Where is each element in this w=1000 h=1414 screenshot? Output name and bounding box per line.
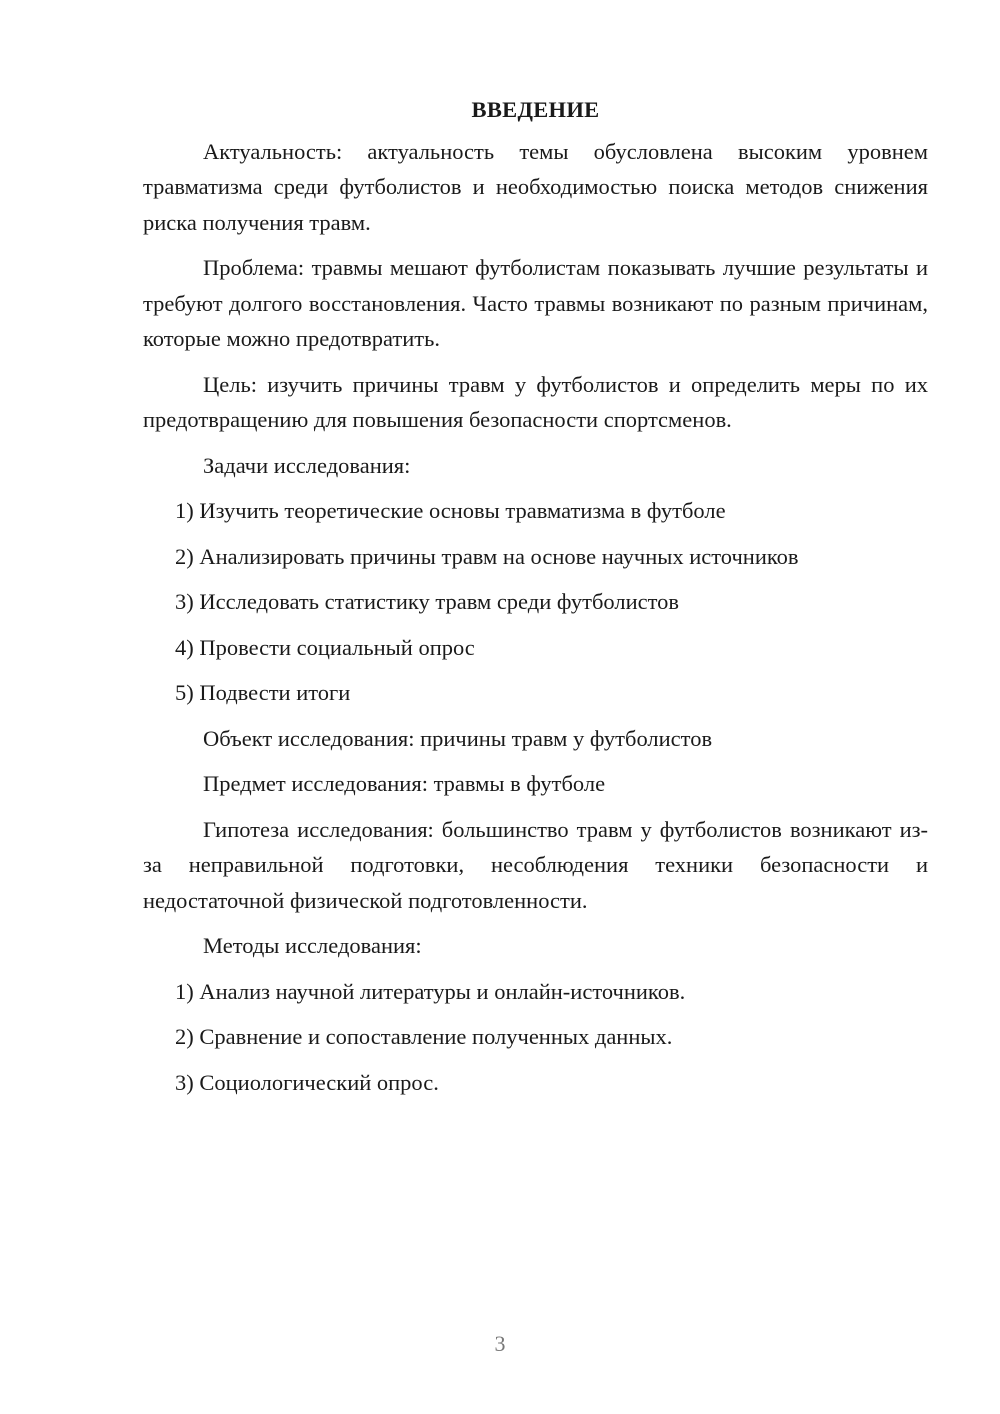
task-item: 5) Подвести итоги xyxy=(175,680,351,705)
page-title: ВВЕДЕНИЕ xyxy=(471,97,600,122)
hypothesis-paragraph: Гипотеза исследования: большинство травм у футболистов возникают из-за неправильной подготовки, несоблюдения техники безопасности и недостаточной физической подготовленности. xyxy=(143,816,928,913)
task-item: 3) Исследовать статистику травм среди футболистов xyxy=(175,589,680,614)
problem-paragraph: Проблема: травмы мешают футболистам показывать лучшие результаты и требуют долгого восстановления. Часто травмы возникают по разным причинам, которые можно предотвратить. xyxy=(143,255,928,351)
task-item: 4) Провести социальный опрос xyxy=(175,634,475,660)
relevance-paragraph: Актуальность: актуальность темы обусловлена высоким уровнем травматизма среди футболистов и необходимостью поиска методов снижения риска получения травм. xyxy=(143,138,928,235)
methods-heading: Методы исследования: xyxy=(203,933,422,958)
task-item: 2) Анализировать причины травм на основе научных источников xyxy=(175,543,799,569)
method-item: 3) Социологический опрос. xyxy=(175,1069,439,1095)
page-number: 3 xyxy=(494,1331,506,1356)
tasks-heading: Задачи исследования: xyxy=(203,452,411,478)
subject-line: Предмет исследования: травмы в футболе xyxy=(203,771,606,796)
object-line: Объект исследования: причины травм у футболистов xyxy=(203,725,713,751)
method-item: 2) Сравнение и сопоставление полученных данных. xyxy=(175,1024,673,1049)
goal-paragraph: Цель: изучить причины травм у футболистов и определить меры по их предотвращению для повышения безопасности спортсменов. xyxy=(143,371,928,432)
method-item: 1) Анализ научной литературы и онлайн-источников. xyxy=(175,978,686,1004)
task-item: 1) Изучить теоретические основы травматизма в футболе xyxy=(175,498,726,523)
document-page xyxy=(143,92,928,1110)
